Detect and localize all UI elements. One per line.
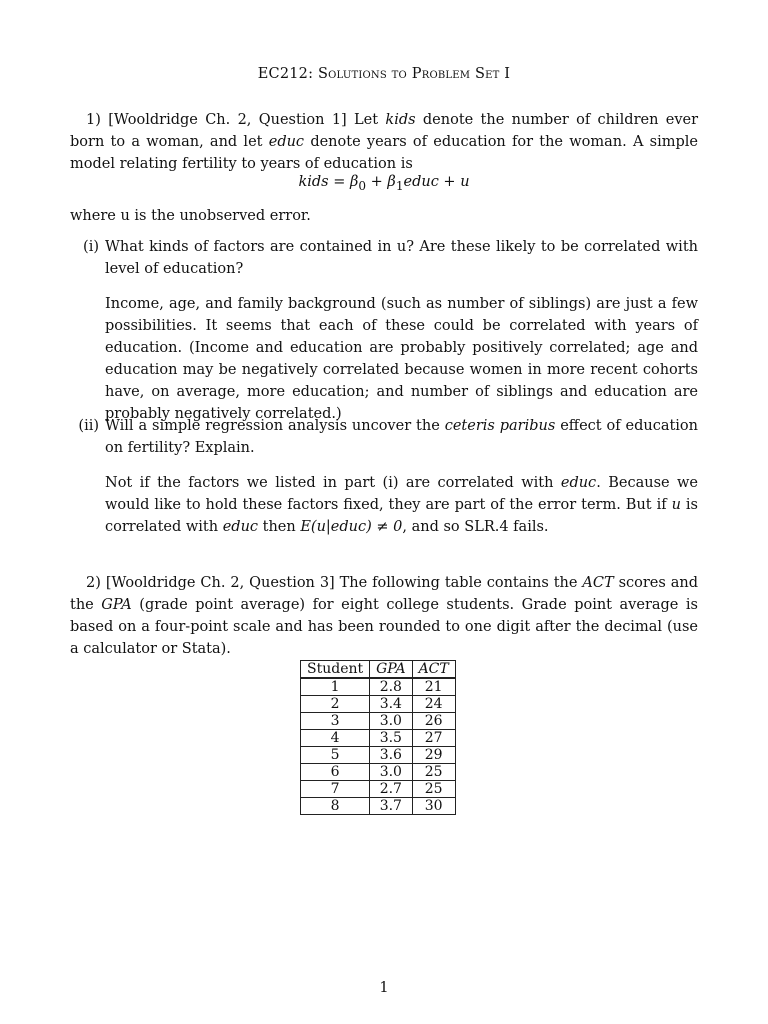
part-ii-a-3: is correlated with <box>105 497 699 535</box>
part-i-question <box>83 236 698 280</box>
table-row <box>301 764 456 781</box>
q1-text-1: Let <box>354 112 379 128</box>
student-cell: 3 <box>301 713 370 730</box>
table-row <box>301 781 456 798</box>
gpa-cell: 3.0 <box>370 713 412 730</box>
part-ii-q-italic: ceteris paribus <box>444 418 556 434</box>
eq-sub0: 0 <box>358 178 367 193</box>
q1-after-eq: where u is the unobserved error. <box>70 208 311 224</box>
q2-text-2: scores and the <box>70 575 698 613</box>
student-cell: 4 <box>301 730 370 747</box>
q1-label: 1) <box>86 112 101 128</box>
gpa-cell: 3.0 <box>370 764 412 781</box>
part-ii-question <box>78 415 698 459</box>
part-ii-a-expectation: E(u|educ) ≠ 0 <box>300 519 403 535</box>
act-cell: 29 <box>412 747 455 764</box>
act-cell: 27 <box>412 730 455 747</box>
page-number: 1 <box>379 980 389 996</box>
student-cell: 5 <box>301 747 370 764</box>
table-row <box>301 730 456 747</box>
gpa-cell: 3.5 <box>370 730 412 747</box>
part-i-label: (i) <box>83 239 99 255</box>
model-equation <box>0 174 768 193</box>
gpa-cell: 3.6 <box>370 747 412 764</box>
q2-ref: [Wooldridge Ch. 2, Question 3] <box>105 575 335 591</box>
table-row <box>301 678 456 696</box>
act-cell: 26 <box>412 713 455 730</box>
header-gpa: GPA <box>370 661 412 679</box>
header-student: Student <box>301 661 370 679</box>
q1-text-3: denote years of education for the woman. A simple model relating fertility to years of education is <box>70 134 699 172</box>
q1-var-educ: educ <box>268 134 305 150</box>
gpa-act-table <box>300 660 456 815</box>
q1-var-kids: kids <box>385 112 416 128</box>
part-ii-a-1: Not if the factors we listed in part (i) are correlated with <box>105 475 554 491</box>
eq-beta1: β <box>387 174 396 190</box>
part-ii-a-4: then <box>262 519 296 535</box>
student-cell: 6 <box>301 764 370 781</box>
act-cell: 21 <box>412 678 455 696</box>
part-ii-a-2: . Because we would like to hold these factors fixed, they are part of the error term. But if <box>105 475 699 513</box>
table-header-row <box>301 661 456 679</box>
eq-plus1: + <box>366 174 388 190</box>
q2-intro <box>70 572 698 660</box>
q2-text-3: (grade point average) for eight college students. Grade point average is based on a four-point scale and has been rounded to one digit after the decimal (use a calculator or Stata). <box>70 597 698 657</box>
part-ii-answer <box>105 472 698 538</box>
part-ii-a-u: u <box>671 497 681 513</box>
eq-var: educ <box>403 174 439 190</box>
part-ii-label: (ii) <box>78 418 99 434</box>
student-cell: 2 <box>301 696 370 713</box>
student-cell: 7 <box>301 781 370 798</box>
part-i-question-text: What kinds of factors are contained in u? Are these likely to be correlated with level of education? <box>105 239 698 277</box>
student-cell: 1 <box>301 678 370 696</box>
eq-equals: = <box>328 174 350 190</box>
gpa-cell: 2.8 <box>370 678 412 696</box>
part-ii-q-b: effect of education on fertility? Explain. <box>105 418 698 456</box>
table-row <box>301 747 456 764</box>
q2-label: 2) <box>86 575 101 591</box>
student-cell: 8 <box>301 798 370 815</box>
gpa-cell: 3.7 <box>370 798 412 815</box>
q1-intro <box>70 109 698 175</box>
part-ii-q-a: Will a simple regression analysis uncover the <box>105 418 440 434</box>
act-cell: 30 <box>412 798 455 815</box>
q2-var-gpa: GPA <box>101 597 132 613</box>
act-cell: 25 <box>412 781 455 798</box>
part-i-answer: Income, age, and family background (such as number of siblings) are just a few possibilities. It seems that each of these could be correlated with years of education. (Income and education are probably positively correlated; age and education may be negatively correlated because women in more recent cohorts have, on average, more education; and number of siblings and education are probably negatively correlated.) <box>105 296 698 422</box>
act-cell: 25 <box>412 764 455 781</box>
q2-var-act: ACT <box>582 575 614 591</box>
gpa-cell: 2.7 <box>370 781 412 798</box>
eq-lhs: kids <box>298 174 329 190</box>
table-row <box>301 696 456 713</box>
table-row <box>301 713 456 730</box>
table-row <box>301 798 456 815</box>
header-act: ACT <box>412 661 455 679</box>
q1-ref: [Wooldridge Ch. 2, Question 1] <box>108 112 347 128</box>
eq-beta0: β <box>349 174 359 190</box>
part-ii-a-educ2: educ <box>222 519 259 535</box>
gpa-cell: 3.4 <box>370 696 412 713</box>
eq-u: u <box>460 174 470 190</box>
q1-text-2: denote the number of children ever born to a woman, and let <box>70 112 699 150</box>
act-cell: 24 <box>412 696 455 713</box>
part-ii-a-5: , and so SLR.4 fails. <box>402 519 549 535</box>
eq-sub1: 1 <box>395 178 404 193</box>
q2-text-1: The following table contains the <box>339 575 578 591</box>
eq-plus2: + <box>438 174 461 190</box>
part-ii-a-educ1: educ <box>560 475 597 491</box>
page-title: EC212: Solutions to Problem Set I <box>257 66 511 82</box>
